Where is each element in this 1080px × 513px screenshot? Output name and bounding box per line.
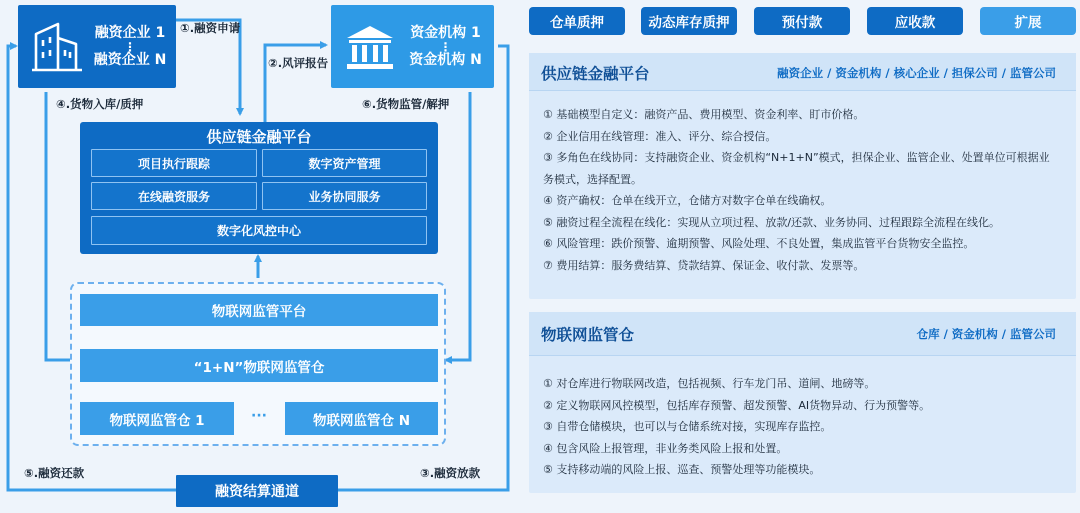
platform-feature-list — [543, 104, 1054, 276]
settlement-channel: 融资结算通道 — [176, 475, 338, 507]
platform-panel — [529, 53, 1076, 299]
iot-panel-header — [529, 312, 1076, 356]
platform-title: 供应链金融平台 — [206, 128, 312, 146]
bank-icon — [343, 20, 397, 74]
funding-institution-last: 资金机构 N — [409, 51, 482, 68]
platform-panel-header — [529, 53, 1076, 91]
list-item: ④ 包含风险上报管理，非业务类风险上报和处置。 — [543, 441, 788, 455]
label-inbound: ④.货物入库/质押 — [56, 97, 144, 111]
financing-enterprise-box — [18, 5, 176, 88]
ellipsis-dots: ⋮ — [124, 39, 136, 54]
ellipsis-dots: ⋮ — [439, 39, 452, 54]
iot-warehouse-n: 物联网监管仓 N — [285, 402, 438, 435]
list-item: ⑥ 风险管理：跌价预警、逾期预警、风险处理、不良处置，集成监管平台货物安全监控。 — [543, 237, 975, 250]
list-item: ③ 自带仓储模块，也可以与仓储系统对接，实现库存监控。 — [543, 420, 832, 433]
list-item: ② 企业信用在线管理：准入、评分、综合授信。 — [543, 129, 777, 143]
building-icon — [30, 20, 84, 74]
list-item: ⑦ 费用结算：服务费结算、贷款结算、保证金、收付款、发票等。 — [543, 258, 865, 272]
list-item: ④ 资产确权：仓单在线开立，仓储方对数字仓单在线确权。 — [543, 194, 832, 207]
iot-panel — [529, 312, 1076, 493]
list-item: ① 对仓库进行物联网改造，包括视频、行车龙门吊、道闸、地磅等。 — [543, 377, 876, 390]
list-item: ⑤ 融资过程全流程在线化：实现从立项过程、放款/还款、业务协同、过程跟踪全流程在线化。 — [543, 215, 1001, 229]
label-repay: ⑤.融资还款 — [24, 466, 85, 480]
supply-chain-platform — [80, 122, 438, 254]
platform-panel-roles: 融资企业 / 资金机构 / 核心企业 / 担保公司 / 监管公司 — [777, 66, 1056, 80]
iot-warehouse-1: 物联网监管仓 1 — [80, 402, 234, 435]
label-supervise: ⑥.货物监管/解押 — [362, 97, 450, 111]
financing-enterprise-first: 融资企业 1 — [94, 24, 166, 41]
label-apply: ①.融资申请 — [180, 21, 241, 35]
iot-feature-list — [543, 373, 1054, 481]
financing-enterprise-last: 融资企业 N — [93, 51, 167, 68]
tab-dynamic-inventory[interactable]: 动态库存质押 — [641, 7, 737, 35]
module-risk-center: 数字化风控中心 — [91, 216, 427, 245]
list-item: ② 定义物联网风控模型，包括库存预警、超发预警、AI货物异动、行为预警等。 — [543, 398, 931, 412]
tab-extension[interactable]: 扩展 — [980, 7, 1076, 35]
funding-institution-first: 资金机构 1 — [410, 24, 481, 41]
list-item: ⑤ 支持移动端的风险上报、巡查、预警处理等功能模块。 — [543, 463, 821, 476]
list-item: ③ 多角色在线协同：支持融资企业、资金机构“N+1+N”模式，担保企业、监管企业、处置单位可根据业务模式，选择配置。 — [543, 151, 1050, 186]
module-business-collab: 业务协同服务 — [262, 182, 427, 210]
module-project-tracking: 项目执行跟踪 — [91, 149, 257, 177]
list-item: ① 基础模型自定义：融资产品、费用模型、资金利率、盯市价格。 — [543, 108, 865, 121]
module-digital-asset: 数字资产管理 — [262, 149, 427, 177]
iot-platform-bar: 物联网监管平台 — [80, 294, 438, 326]
module-online-financing: 在线融资服务 — [91, 182, 257, 210]
warehouse-separator: ··· — [251, 408, 267, 424]
tab-prepayment[interactable]: 预付款 — [754, 7, 850, 35]
platform-panel-title: 供应链金融平台 — [541, 65, 650, 83]
arrow-supervise — [446, 92, 470, 360]
funding-institution-box — [331, 5, 494, 88]
label-risk-report: ②.风评报告 — [268, 56, 329, 70]
label-disburse: ③.融资放款 — [420, 466, 481, 480]
tab-warehouse-receipt[interactable]: 仓单质押 — [529, 7, 625, 35]
iot-panel-title: 物联网监管仓 — [541, 326, 635, 344]
iot-warehouse-bar: “1+N”物联网监管仓 — [80, 349, 438, 382]
iot-panel-roles: 仓库 / 资金机构 / 监管公司 — [916, 327, 1056, 341]
tab-receivables[interactable]: 应收款 — [867, 7, 963, 35]
